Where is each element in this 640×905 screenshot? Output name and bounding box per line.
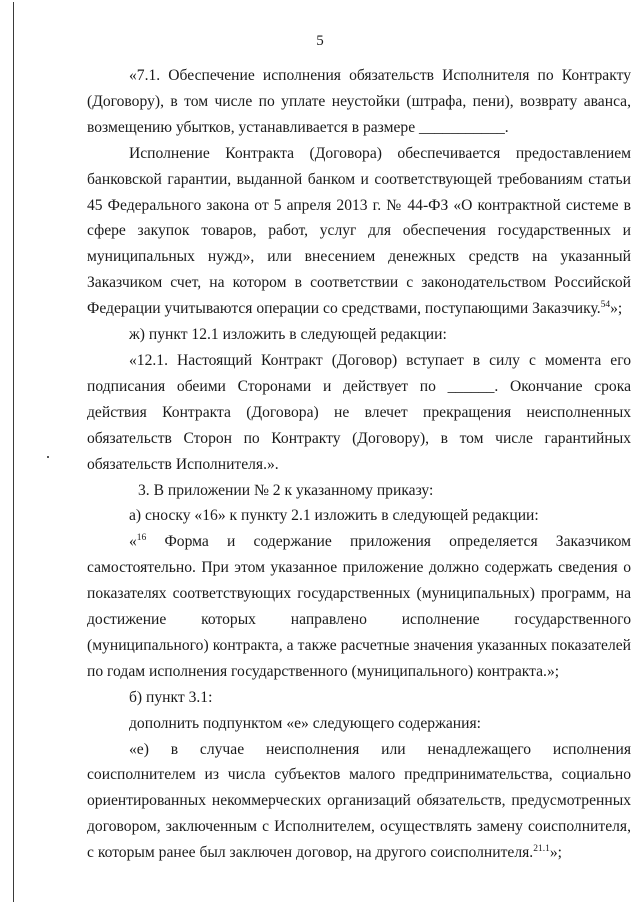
paragraph-text: «7.1. Обеспечение исполнения обязательств Исполнителя по Контракту (Договору), в том числе по уплате неустойки (штрафа, пени), возврату аванса, возмещению убытков, устанавливается в размере ___________. (87, 67, 631, 136)
paragraph-execution-guarantee (87, 141, 631, 322)
paragraph-item-a (87, 503, 631, 529)
scan-speck (47, 456, 49, 458)
paragraph-text: дополнить подпунктом «е» следующего содержания: (129, 714, 481, 732)
footnote-ref-54: 54 (600, 300, 611, 311)
paragraph-text: «12.1. Настоящий Контракт (Договор) вступает в силу с момента его подписания обеими Сторонами и действует по ______. Окончание срока действия Контракта (Договора) не влечет прекращения неисполненных обязательств Сторон по Контракту (Договору), в том числе гарантийных обязательств Исполнителя.». (87, 351, 631, 473)
paragraph-tail: »; (610, 300, 623, 318)
paragraph-tail: »; (549, 844, 562, 862)
footnote-ref-16: 16 (136, 533, 147, 544)
paragraph-add-subitem (87, 711, 631, 737)
paragraph-text: «е) в случае неисполнения или ненадлежащего исполнения соисполнителем из числа субъектов малого предпринимательства, социально ориентированных некоммерческих организаций обязательств, предусмотренных договором, заключенным с Исполнителем, осуществлять замену соисполнителя, с которым ранее был заключен договор, на другого соисполнителя. (87, 740, 631, 862)
paragraph-item-zh (87, 322, 631, 348)
paragraph-tail: Форма и содержание приложения определяется Заказчиком самостоятельно. При этом указанное приложение должно содержать сведения о показателях соответствующих государственных (муниципальных) программ, на достижение которых направлено исполнение государственного (муниципального) контракта, а также расчетные значения указанных показателей по годам исполнения государственного (муниципального) контракта.»; (87, 533, 631, 680)
paragraph-text: а) сноску «16» к пункту 2.1 изложить в следующей редакции: (129, 507, 539, 525)
paragraph-item-b (87, 685, 631, 711)
paragraph-text: б) пункт 3.1: (129, 688, 213, 706)
paragraph-section-3 (87, 478, 631, 504)
paragraph-12-1 (87, 348, 631, 478)
document-body (87, 63, 631, 866)
paragraph-text: ж) пункт 12.1 изложить в следующей редакции: (129, 326, 447, 344)
paragraph-7-1 (87, 63, 631, 141)
paragraph-text: 3. В приложении № 2 к указанному приказу: (138, 481, 434, 499)
footnote-ref-21-1: 21.1 (533, 844, 550, 855)
page-number: 5 (316, 33, 324, 49)
scan-edge-line (13, 2, 14, 902)
paragraph-footnote-16 (87, 529, 631, 684)
paragraph-subitem-e (87, 737, 631, 867)
paragraph-text: « (129, 533, 137, 551)
paragraph-text: Исполнение Контракта (Договора) обеспечивается предоставлением банковской гарантии, выданной банком и соответствующей требованиям статьи 45 Федерального закона от 5 апреля 2013 г. № 44-ФЗ «О контрактной системе в сфере закупок товаров, работ, услуг для обеспечения государственных и муниципальных нужд», или внесением денежных средств на указанный Заказчиком счет, на котором в соответствии с законодательством Российской Федерации учитываются операции со средствами, поступающими Заказчику. (87, 144, 631, 318)
